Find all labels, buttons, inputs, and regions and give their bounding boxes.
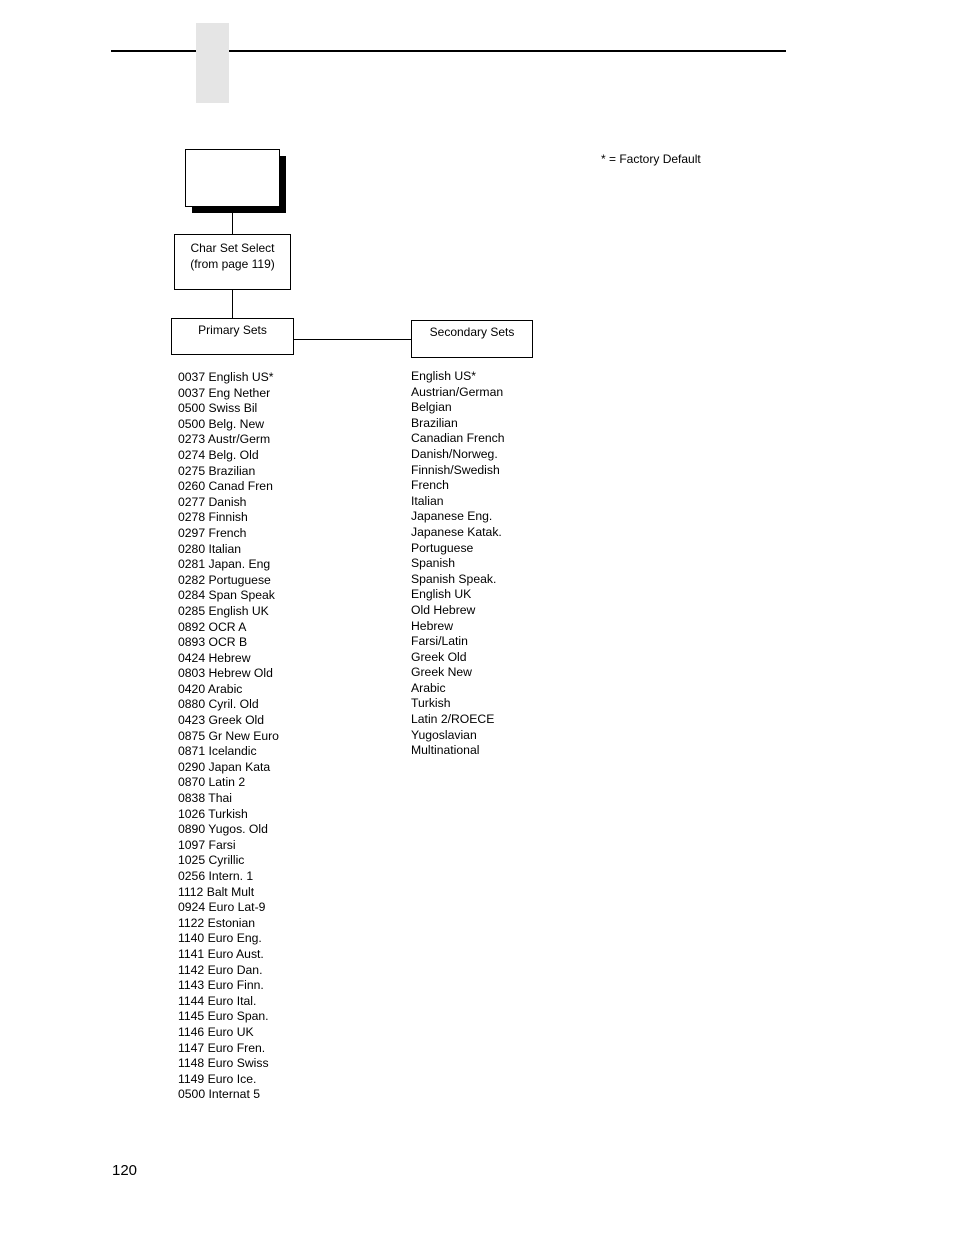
secondary-set-item: Finnish/Swedish	[411, 462, 500, 477]
primary-set-item: 0297 French	[178, 525, 247, 540]
page-number: 120	[112, 1162, 138, 1179]
primary-set-item: 0282 Portuguese	[178, 572, 271, 587]
secondary-set-item: Danish/Norweg.	[411, 446, 498, 461]
primary-set-item: 0280 Italian	[178, 541, 242, 556]
primary-set-item: 0870 Latin 2	[178, 775, 246, 790]
primary-set-item: 0256 Intern. 1	[178, 869, 254, 883]
primary-set-item: 0893 OCR B	[178, 635, 248, 650]
char-set-select-source: (from page 119)	[190, 257, 275, 271]
primary-set-item: 0424 Hebrew	[178, 650, 251, 665]
primary-set-item: 0281 Japan. Eng	[178, 557, 271, 572]
primary-set-item: 0284 Span Speak	[178, 588, 275, 603]
top-menu-box	[185, 149, 280, 207]
primary-set-item: 0273 Austr/Germ	[178, 432, 271, 447]
primary-set-item: 1112 Balt Mult	[178, 884, 255, 899]
primary-set-item: 0924 Euro Lat-9	[178, 900, 266, 915]
primary-set-item: 1097 Farsi	[178, 837, 236, 852]
primary-set-item: 0278 Finnish	[178, 510, 248, 525]
primary-set-item: 0500 Belg. New	[178, 416, 265, 431]
primary-sets-box	[171, 318, 294, 355]
primary-set-item: 0290 Japan Kata	[178, 759, 271, 774]
secondary-set-item: Spanish	[411, 556, 456, 571]
primary-set-item: 0500 Swiss Bil	[178, 401, 258, 416]
primary-set-item: 1146 Euro UK	[178, 1024, 254, 1039]
secondary-set-item: Portuguese	[411, 540, 474, 555]
secondary-set-item: Canadian French	[411, 431, 505, 446]
connector-top	[232, 207, 233, 234]
secondary-set-item: Farsi/Latin	[411, 634, 468, 649]
primary-sets-label: Primary Sets	[198, 323, 267, 337]
primary-set-item: 1144 Euro Ital.	[178, 993, 257, 1008]
primary-set-item: 1143 Euro Finn.	[178, 978, 264, 993]
primary-set-item: 0260 Canad Fren	[178, 479, 273, 494]
secondary-set-item: Austrian/German	[411, 384, 504, 399]
secondary-set-item: Greek Old	[411, 649, 467, 664]
primary-set-item: 0423 Greek Old	[178, 713, 265, 728]
primary-set-item: 0420 Arabic	[178, 681, 243, 696]
primary-set-item: 1149 Euro Ice.	[178, 1071, 257, 1086]
connector-middle	[232, 290, 233, 318]
primary-set-item: 0890 Yugos. Old	[178, 822, 268, 837]
secondary-set-item: Japanese Eng.	[411, 509, 493, 524]
secondary-set-item: Old Hebrew	[411, 602, 476, 617]
primary-set-item: 0880 Cyril. Old	[178, 697, 259, 712]
primary-set-item: 0037 Eng Nether	[178, 385, 271, 400]
secondary-set-item: Latin 2/ROECE	[411, 712, 495, 727]
secondary-set-item: Turkish	[411, 696, 451, 711]
primary-set-item: 1122 Estonian	[178, 915, 256, 930]
primary-set-item: 0037 English US*	[178, 370, 274, 384]
secondary-sets-box	[411, 320, 533, 358]
char-set-select-box	[174, 234, 291, 290]
secondary-sets-label: Secondary Sets	[429, 325, 515, 339]
secondary-sets-list	[411, 369, 505, 759]
secondary-set-item: Multinational	[411, 743, 480, 758]
secondary-set-item: Brazilian	[411, 415, 458, 430]
primary-set-item: 1147 Euro Fren.	[178, 1040, 266, 1055]
secondary-set-item: Belgian	[411, 400, 452, 415]
primary-set-item: 1148 Euro Swiss	[178, 1056, 269, 1071]
secondary-set-item: Greek New	[411, 665, 472, 680]
primary-set-item: 1140 Euro Eng.	[178, 931, 262, 946]
secondary-set-item: Yugoslavian	[411, 727, 477, 742]
primary-set-item: 0285 English UK	[178, 603, 269, 618]
secondary-set-item: Hebrew	[411, 618, 453, 633]
primary-set-item: 0274 Belg. Old	[178, 447, 259, 462]
secondary-set-item: Japanese Katak.	[411, 524, 502, 539]
primary-set-item: 1025 Cyrillic	[178, 853, 245, 868]
primary-set-item: 0277 Danish	[178, 494, 247, 509]
primary-set-item: 0275 Brazilian	[178, 463, 256, 478]
primary-set-item: 0875 Gr New Euro	[178, 728, 279, 743]
secondary-set-item: Italian	[411, 493, 444, 508]
primary-set-item: 1145 Euro Span.	[178, 1009, 269, 1024]
primary-set-item: 0871 Icelandic	[178, 744, 257, 759]
factory-default-legend: * = Factory Default	[601, 152, 701, 166]
primary-set-item: 0838 Thai	[178, 791, 232, 806]
primary-set-item: 1141 Euro Aust.	[178, 946, 264, 961]
primary-set-item: 1142 Euro Dan.	[178, 962, 263, 977]
secondary-set-item: Spanish Speak.	[411, 571, 497, 586]
connector-primary-secondary	[293, 339, 412, 340]
secondary-set-item: English UK	[411, 587, 472, 602]
char-set-select-label: Char Set Select	[190, 241, 275, 255]
primary-set-item: 0500 Internat 5	[178, 1087, 260, 1102]
primary-set-item: 0892 OCR A	[178, 619, 247, 634]
chapter-tab	[196, 23, 229, 103]
secondary-set-item: English US*	[411, 369, 477, 383]
secondary-set-item: Arabic	[411, 680, 446, 695]
primary-set-item: 1026 Turkish	[178, 806, 248, 821]
primary-set-item: 0803 Hebrew Old	[178, 666, 273, 681]
secondary-set-item: French	[411, 478, 449, 493]
primary-sets-list	[178, 370, 279, 1103]
